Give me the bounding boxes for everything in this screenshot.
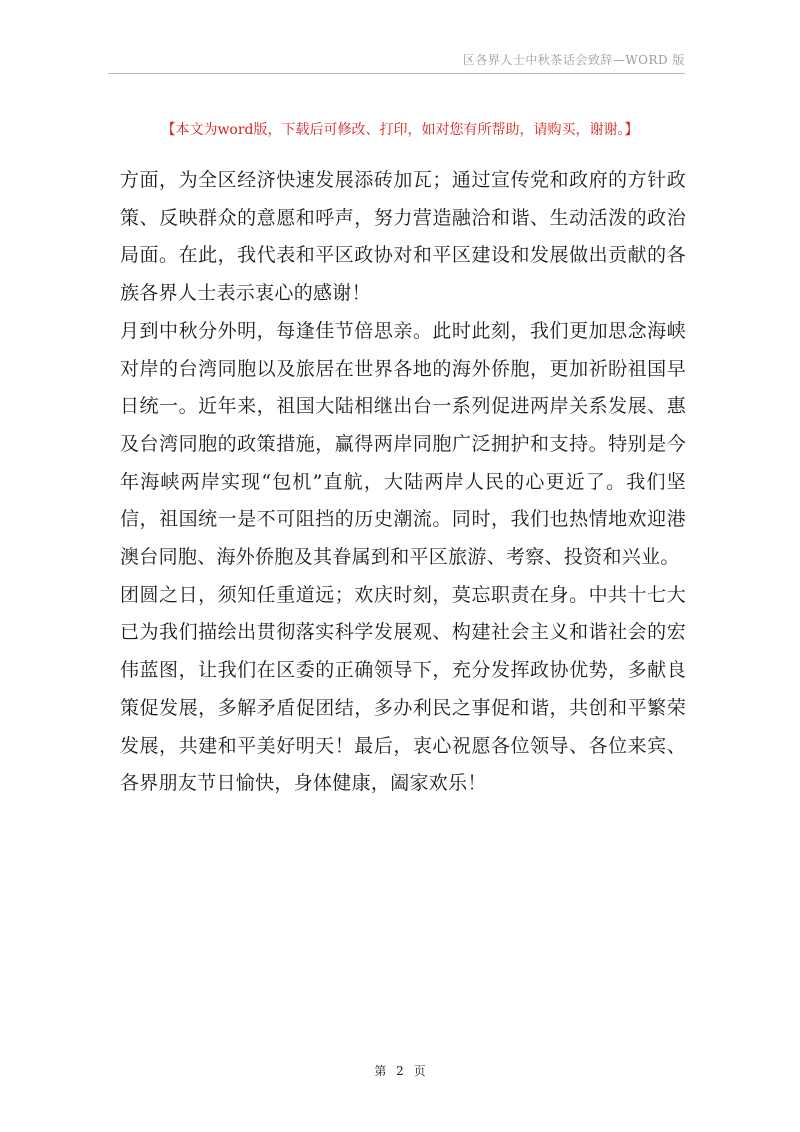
running-header: 区各界人士中秋茶话会致辞—WORD 版 [462, 53, 685, 67]
paragraph: 团圆之日，须知任重道远；欢庆时刻，莫忘职责在身。中共十七大已为我们描绘出贯彻落实科学发展观、构建社会主义和谐社会的宏伟蓝图，让我们在区委的正确领导下，充分发挥政协优势，多献良策促发展，多解矛盾促团结，多办利民之事促和谐，共创和平繁荣发展，共建和平美好明天！最后，衷心祝愿各位领导、各位来宾、各界朋友节日愉快，身体健康，阖家欢乐！ [120, 583, 686, 795]
paragraph: 方面，为全区经济快速发展添砖加瓦；通过宣传党和政府的方针政策、反映群众的意愿和呼声，努力营造融洽和谐、生动活泼的政治局面。在此，我代表和平区政协对和平区建设和发展做出贡献的各族各界人士表示衷心的感谢！ [120, 169, 686, 305]
document-body [120, 162, 686, 803]
page-number: 第 2 页 [374, 1064, 426, 1078]
purchase-notice: 【本文为word版，下载后可修改、打印，如对您有所帮助，请购买，谢谢。】 [161, 122, 639, 138]
header-divider [108, 73, 685, 74]
paragraph: 月到中秋分外明，每逢佳节倍思亲。此时此刻，我们更加思念海峡对岸的台湾同胞以及旅居在世界各地的海外侨胞，更加祈盼祖国早日统一。近年来，祖国大陆相继出台一系列促进两岸关系发展、惠及台湾同胞的政策措施，赢得两岸同胞广泛拥护和支持。特别是今年海峡两岸实现“包机”直航，大陆两岸人民的心更近了。我们坚信，祖国统一是不可阻挡的历史潮流。同时，我们也热情地欢迎港澳台同胞、海外侨胞及其眷属到和平区旅游、考察、投资和兴业。 [120, 319, 686, 569]
